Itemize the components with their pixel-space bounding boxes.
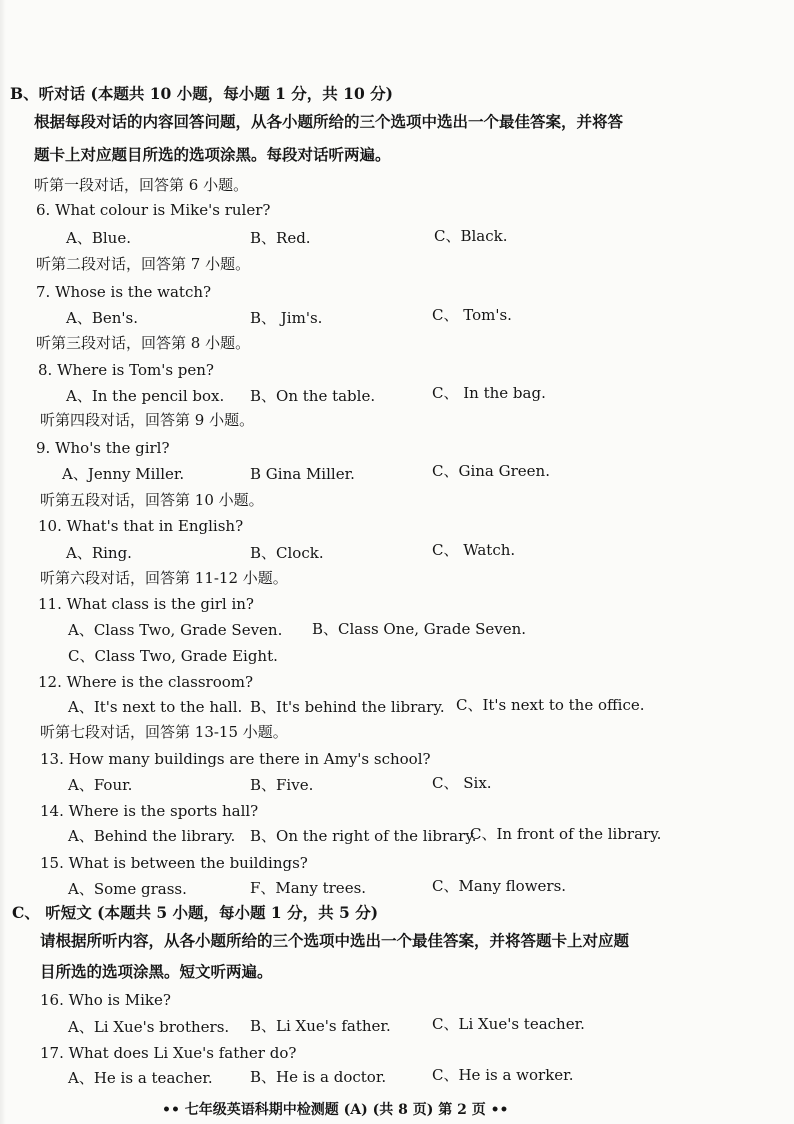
q9-option-a: A、Jenny Miller. [62, 465, 185, 483]
q11-option-c: C、Class Two, Grade Eight. [68, 647, 278, 665]
q15-option-a: A、Some grass. [68, 880, 187, 898]
q12-option-a: A、It's next to the hall. [68, 698, 243, 716]
section-c-heading: C、 听短文 (本题共 5 小题，每小题 1 分，共 5 分) [12, 903, 379, 922]
dialog-1-label: 听第一段对话，回答第 6 小题。 [34, 176, 249, 194]
q10-option-b: B、Clock. [250, 544, 324, 562]
section-b-instruction-2: 题卡上对应题目所选的选项涂黑。每段对话听两遍。 [34, 145, 391, 164]
question-15: 15. What is between the buildings? [40, 854, 308, 872]
question-16: 16. Who is Mike? [40, 991, 171, 1009]
dialog-6-label: 听第六段对话，回答第 11-12 小题。 [40, 569, 288, 587]
q9-option-b: B Gina Miller. [250, 465, 355, 483]
q6-option-c: C、Black. [434, 227, 508, 245]
q8-option-b: B、On the table. [250, 387, 376, 405]
section-b-heading: B、听对话 (本题共 10 小题，每小题 1 分，共 10 分) [10, 84, 393, 103]
dialog-2-label: 听第二段对话，回答第 7 小题。 [36, 255, 251, 273]
q16-option-a: A、Li Xue's brothers. [68, 1018, 230, 1036]
page-footer: •• 七年级英语科期中检测题 (A) (共 8 页) 第 2 页 •• [162, 1102, 509, 1118]
q15-option-c: C、Many flowers. [432, 877, 567, 895]
q8-option-c: C、 In the bag. [432, 384, 546, 402]
q17-option-c: C、He is a worker. [432, 1066, 574, 1084]
q13-option-b: B、Five. [250, 776, 314, 794]
section-b-instruction-1: 根据每段对话的内容回答问题，从各小题所给的三个选项中选出一个最佳答案，并将答 [34, 112, 624, 131]
q6-option-a: A、Blue. [66, 229, 131, 247]
question-9: 9. Who's the girl? [36, 439, 170, 457]
q10-option-a: A、Ring. [66, 544, 132, 562]
section-c-instruction-1: 请根据所听内容，从各小题所给的三个选项中选出一个最佳答案，并将答题卡上对应题 [40, 931, 630, 950]
question-13: 13. How many buildings are there in Amy's school? [40, 750, 431, 768]
question-7: 7. Whose is the watch? [36, 283, 212, 301]
q13-option-c: C、 Six. [432, 774, 492, 792]
q11-option-b: B、Class One, Grade Seven. [312, 620, 527, 638]
scan-shadow [0, 0, 6, 1124]
question-10: 10. What's that in English? [38, 517, 244, 535]
q7-option-a: A、Ben's. [66, 309, 138, 327]
section-c-instruction-2: 目所选的选项涂黑。短文听两遍。 [40, 962, 273, 981]
q14-option-b: B、On the right of the library. [250, 827, 477, 845]
q14-option-a: A、Behind the library. [68, 827, 236, 845]
q12-option-b: B、It's behind the library. [250, 698, 445, 716]
q17-option-a: A、He is a teacher. [68, 1069, 213, 1087]
q16-option-c: C、Li Xue's teacher. [432, 1015, 585, 1033]
q7-option-b: B、 Jim's. [250, 309, 323, 327]
q7-option-c: C、 Tom's. [432, 306, 512, 324]
q11-option-a: A、Class Two, Grade Seven. [68, 621, 283, 639]
q15-option-b: F、Many trees. [250, 879, 367, 897]
q10-option-c: C、 Watch. [432, 541, 516, 559]
q6-option-b: B、Red. [250, 229, 311, 247]
q12-option-c: C、It's next to the office. [456, 696, 645, 714]
question-11: 11. What class is the girl in? [38, 595, 254, 613]
q13-option-a: A、Four. [68, 776, 133, 794]
question-17: 17. What does Li Xue's father do? [40, 1044, 297, 1062]
question-8: 8. Where is Tom's pen? [38, 361, 214, 379]
question-6: 6. What colour is Mike's ruler? [36, 201, 271, 219]
q9-option-c: C、Gina Green. [432, 462, 550, 480]
dialog-5-label: 听第五段对话，回答第 10 小题。 [40, 491, 264, 509]
dialog-7-label: 听第七段对话，回答第 13-15 小题。 [40, 723, 288, 741]
dialog-4-label: 听第四段对话，回答第 9 小题。 [40, 411, 255, 429]
question-12: 12. Where is the classroom? [38, 673, 254, 691]
q17-option-b: B、He is a doctor. [250, 1068, 387, 1086]
q14-option-c: C、In front of the library. [470, 825, 662, 843]
q8-option-a: A、In the pencil box. [66, 387, 225, 405]
dialog-3-label: 听第三段对话，回答第 8 小题。 [36, 334, 251, 352]
q16-option-b: B、Li Xue's father. [250, 1017, 391, 1035]
question-14: 14. Where is the sports hall? [40, 802, 259, 820]
